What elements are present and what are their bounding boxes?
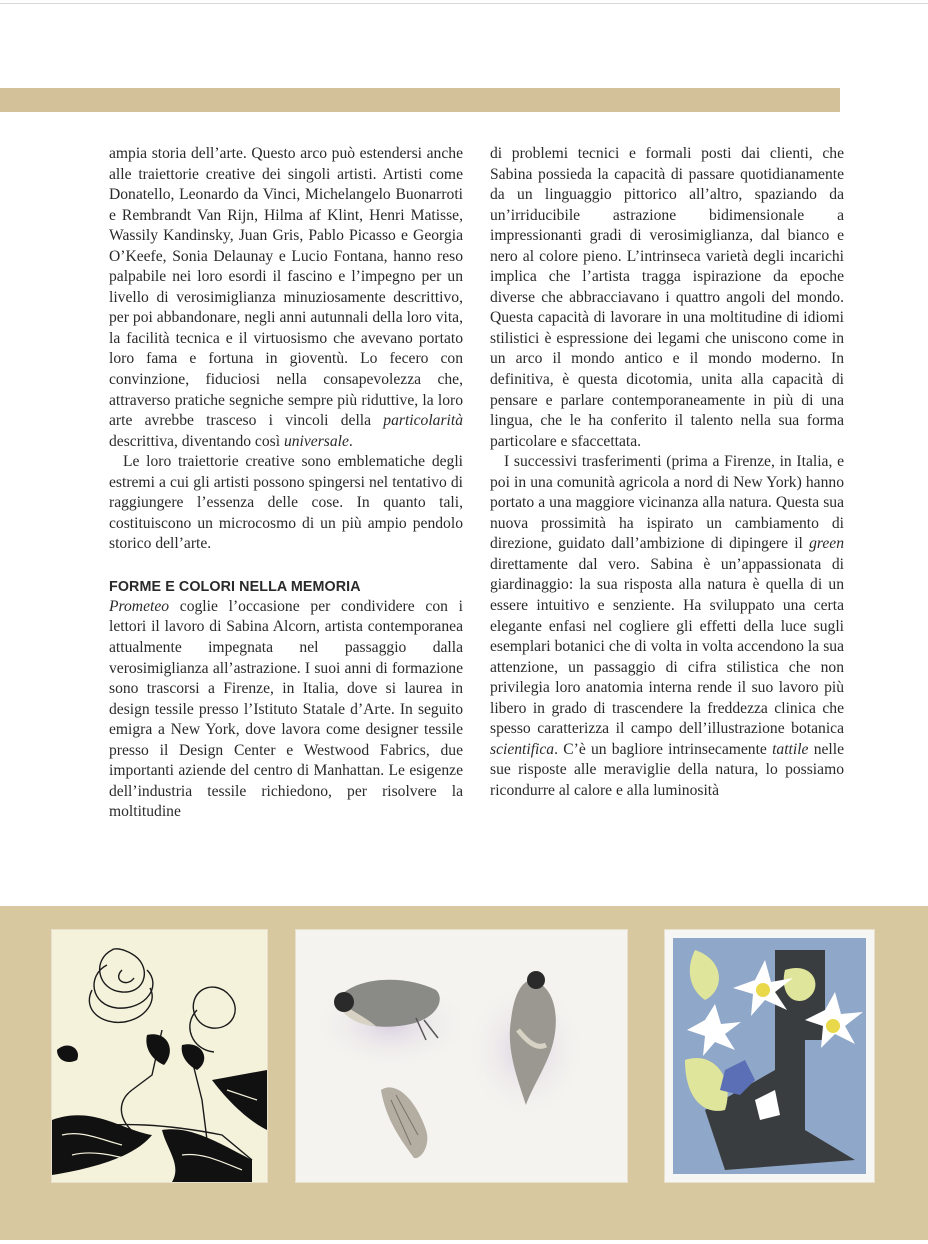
right-paragraph-2: I successivi trasferimenti (prima a Firenze, in Italia, e poi in una comunità agricola a nord di New York) hanno portato a una maggiore vicinanza alla natura. Questa sua nuova prossimità ha ispirato un cambiamento di direzione, guidato dall’ambizione di dipingere il green direttamente dal vero. Sabina è un’appassionata di giardinaggio: la sua risposta alla natura è quella di un essere intuitivo e senziente. Ha sviluppato una certa elegante enfasi nel cogliere gli effetti della luce sugli esemplari botanici che di volta in volta accendono la sua attenzione, un passaggio di cifra stilistica che non privilegia loro anatomia interna rende il suo lavoro più libero in grado di trascendere la freddezza clinica che spesso caratterizza il campo dell’illustrazione botanica scientifica. C’è un bagliore intrinsecamente tattile nelle sue risposte alle meraviglie della natura, lo possiamo ricondurre al calore e alla luminosità xyxy=(490,453,845,799)
right-paragraph-1: di problemi tecnici e formali posti dai clienti, che Sabina possieda la capacità di passare quotidianamente da un linguaggio pittorico all’altro, spaziando da un’irriducibile astrazione bidimensionale a impressionanti gradi di verosimiglianza, dal bianco e nero al colore pieno. L’intrinseca varietà degli incarichi implica che l’artista tragga ispirazione da epoche diverse che abbracciavano i quattro angoli del mondo. Questa capacità di lavorare in una moltitudine di idiomi stilistici è espressione dei legami che uniscono come in un arco il mondo antico e il mondo moderno. In definitiva, è questa dicotomia, unita alla capacità di pensare e parlare contemporaneamente in più di una lingua, che le ha conferito il talento nella sua forma particolare e sfaccettata. xyxy=(490,145,844,450)
section-heading: FORME E COLORI NELLA MEMORIA xyxy=(109,578,361,595)
left-paragraph-3: Prometeo coglie l’occasione per condividere con i lettori il lavoro di Sabina Alcorn, artista contemporanea attualmente impegnata nel passaggio dalla verosimiglianza all’astrazione. I suoi anni di formazione sono trascorsi a Firenze, in Italia, dove si laurea in design tessile presso l’Istituto Statale d’Arte. In seguito emigra a New York, dove lavora come designer tessile presso il Design Center e Westwood Fabrics, due importanti aziende del centro di Manhattan. Le esigenze dell’industria tessile richiedono, per risolvere la moltitudine xyxy=(109,597,463,821)
bottom-rule xyxy=(0,1240,928,1244)
header-band xyxy=(0,88,840,112)
chickadee-studies-drawing xyxy=(296,930,627,1182)
bird-studies-graphic xyxy=(296,930,627,1182)
ink-flower-vase-drawing xyxy=(52,930,267,1182)
left-paragraph-1: ampia storia dell’arte. Questo arco può estendersi anche alle traiettorie creative dei singoli artisti. Artisti come Donatello, Leonardo da Vinci, Michelangelo Buonarroti e Rembrandt Van Rijn, Hilma af Klint, Henri Matisse, Wassily Kandinsky, Juan Gris, Pablo Picasso e Georgia O’Keefe, Sonia Delaunay e Lucio Fontana, hanno reso palpabile nei loro esordi il fascino e l’impegno per un livello di verosimiglianza minuziosamente descrittivo, per poi abbandonare, negli anni autunnali della loro vita, la facilità tecnica e il virtuosismo che avevano portato loro fama e fortuna in gioventù. Lo fecero con convinzione, fiduciosi nella consapevolezza che, attraverso pratiche segniche sempre più riduttive, la loro arte avrebbe trasceso i vincoli della particolarità descrittiva, diventando così universale. xyxy=(109,145,463,450)
ink-drawing-graphic xyxy=(52,930,267,1182)
left-paragraph-2: Le loro traiettorie creative sono emblematiche degli estremi a cui gli artisti possono spingersi nel tentativo di raggiungere l’essenza delle cose. In quanto tali, costituiscono un microcosmo di un più ampio pendolo storico dell’arte. xyxy=(109,453,463,553)
collage-graphic xyxy=(665,930,874,1182)
left-column xyxy=(109,144,463,823)
paper-cutout-flowers-collage xyxy=(665,930,874,1182)
wing-study xyxy=(381,1087,427,1158)
right-column xyxy=(490,144,844,802)
top-rule xyxy=(0,3,928,4)
